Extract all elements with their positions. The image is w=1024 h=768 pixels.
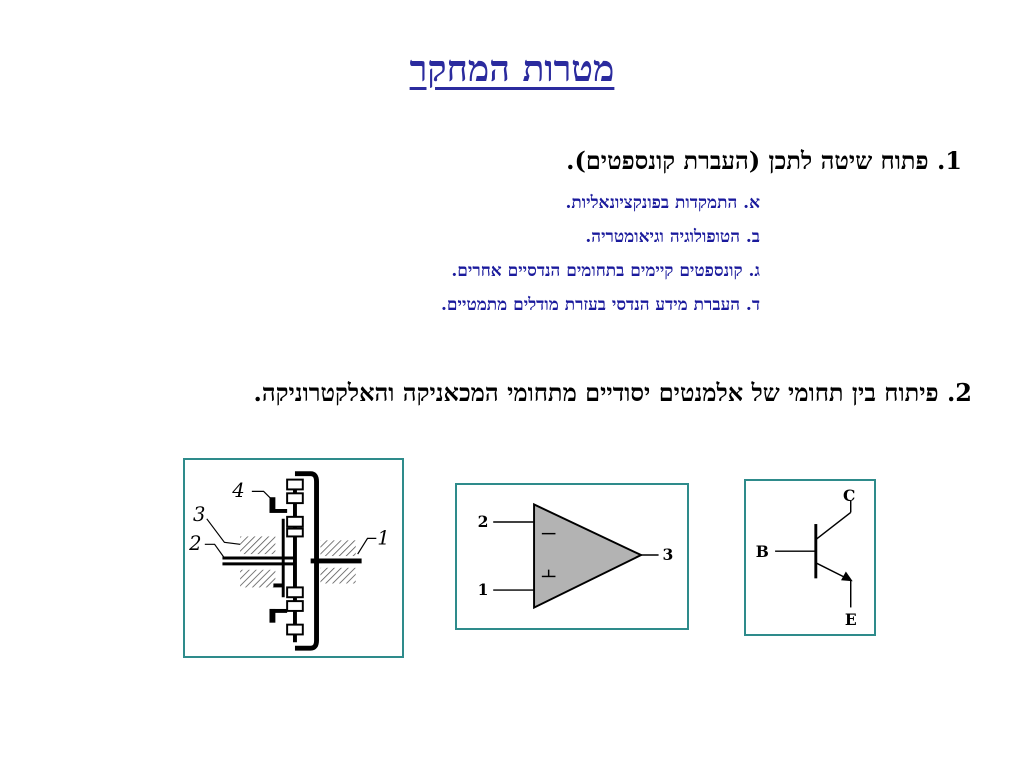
opamp-label-2: 2 — [477, 511, 489, 531]
transistor-label-e: E — [844, 609, 857, 629]
mechanical-schematic-drawing — [185, 460, 402, 656]
objective-2-number: 2. — [946, 378, 972, 407]
subitem-c: ג. קונספטים קיימים בתחומים הנדסיים אחרים. — [451, 261, 760, 281]
mechanical-schematic-figure — [183, 458, 404, 658]
page-title: מטרות המחקר — [409, 48, 615, 90]
objective-2-text: פיתוח בין תחומי של אלמנטים יסודיים מתחומי המכאניקה והאלקטרוניקה. — [253, 378, 939, 407]
objective-1 — [566, 146, 962, 176]
objective-1-text: פתוח שיטה לתכן (העברת קונספטים). — [566, 146, 929, 175]
transistor-label-b: B — [755, 542, 769, 562]
objective-1-number: 1. — [936, 146, 962, 175]
mechanical-label-1: 1 — [377, 526, 390, 550]
mechanical-label-3: 3 — [193, 502, 206, 526]
opamp-label-3: 3 — [662, 544, 674, 564]
subitem-b: ב. הטופולוגיה וגיאומטריה. — [585, 227, 760, 247]
transistor-label-c: C — [842, 485, 856, 505]
opamp-figure — [455, 483, 689, 630]
mechanical-label-2: 2 — [189, 532, 202, 556]
objective-2 — [253, 378, 972, 408]
mechanical-label-4: 4 — [232, 479, 245, 503]
transistor-figure — [744, 479, 876, 636]
opamp-label-1: 1 — [477, 579, 489, 599]
subitem-a: א. התמקדות בפונקציונאליות. — [565, 193, 760, 213]
subitem-d: ד. העברת מידע הנדסי בעזרת מודלים מתמטיים. — [441, 295, 760, 315]
opamp-drawing — [457, 485, 687, 628]
transistor-drawing — [746, 481, 874, 634]
